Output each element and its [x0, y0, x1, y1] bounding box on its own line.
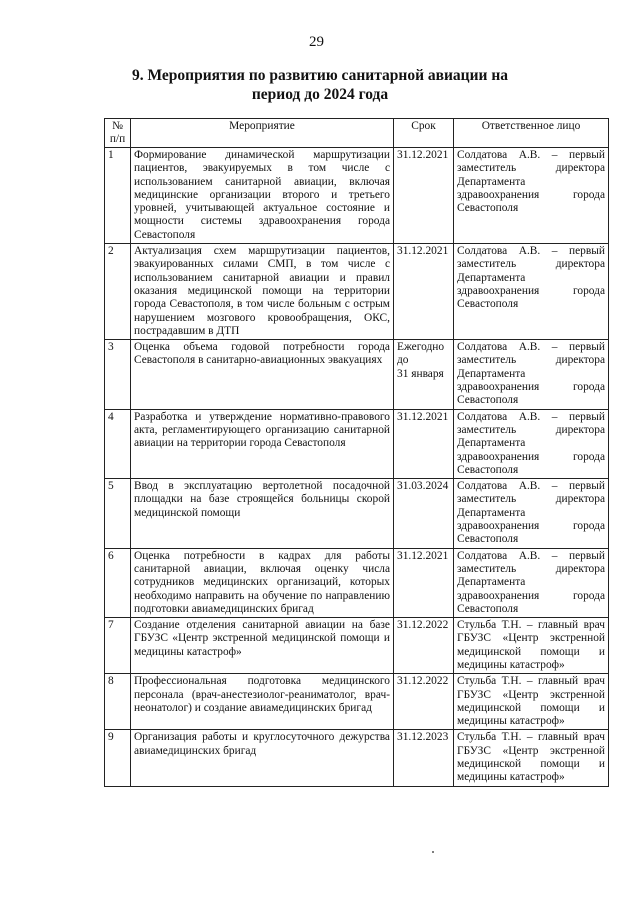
row-number: 5: [105, 479, 131, 548]
row-action: Оценка объема годовой потребности города Севастополя в санитарно-авиационных эвакуациях: [131, 340, 394, 409]
row-deadline: 31.12.2021: [394, 409, 454, 478]
row-responsible: Солдатова А.В. – первый заместитель директора Департамента здравоохранения города Севастополя: [454, 479, 609, 548]
row-number: 9: [105, 730, 131, 786]
row-number: 1: [105, 148, 131, 244]
row-number: 7: [105, 618, 131, 674]
row-responsible: Стульба Т.Н. – главный врач ГБУЗС «Центр экстренной медицинской помощи и медицины катастроф»: [454, 730, 609, 786]
table-row: [105, 674, 609, 730]
row-action: Актуализация схем маршрутизации пациентов, эвакуированных силами СМП, в том числе с использованием санитарной авиации и правил оказания медицинской помощи на территории города Севастополя, в том числе больным с острым нарушением мозгового кровообращения, ОКС, пострадавшим в ДТП: [131, 244, 394, 340]
row-number: 3: [105, 340, 131, 409]
table-row: [105, 409, 609, 478]
row-deadline: 31.12.2021: [394, 244, 454, 340]
row-deadline: 31.12.2022: [394, 618, 454, 674]
header-responsible: Ответственное лицо: [454, 119, 609, 148]
row-action: Формирование динамической маршрутизации пациентов, эвакуируемых в том числе с использованием санитарной авиации, включая медицинские организации второго и третьего уровней, учитывающей актуальное состояние и мощности системы здравоохранения города Севастополя: [131, 148, 394, 244]
row-deadline: 31.12.2022: [394, 674, 454, 730]
header-action: Мероприятие: [131, 119, 394, 148]
row-responsible: Солдатова А.В. – первый заместитель директора Департамента здравоохранения города Севастополя: [454, 409, 609, 478]
table-row: [105, 479, 609, 548]
row-deadline: 31.03.2024: [394, 479, 454, 548]
row-action: Оценка потребности в кадрах для работы санитарной авиации, включая оценку числа сотрудников медицинских организаций, которых необходимо направить на обучение по направлению подготовки авиамедицинских бригад: [131, 548, 394, 617]
table-row: [105, 618, 609, 674]
row-action: Организация работы и круглосуточного дежурства авиамедицинских бригад: [131, 730, 394, 786]
section-heading: 9. Мероприятия по развитию санитарной авиации на период до 2024 года: [131, 67, 509, 103]
row-number: 8: [105, 674, 131, 730]
row-deadline: 31.12.2021: [394, 148, 454, 244]
row-number: 2: [105, 244, 131, 340]
row-responsible: Солдатова А.В. – первый заместитель директора Департамента здравоохранения города Севастополя: [454, 244, 609, 340]
row-number: 6: [105, 548, 131, 617]
page-number: 29: [309, 34, 324, 50]
scan-speck: [432, 851, 434, 853]
table-row: [105, 730, 609, 786]
table-header-row: [105, 119, 609, 148]
row-responsible: Солдатова А.В. – первый заместитель директора Департамента здравоохранения города Севастополя: [454, 340, 609, 409]
row-action: Создание отделения санитарной авиации на базе ГБУЗС «Центр экстренной медицинской помощи и медицины катастроф»: [131, 618, 394, 674]
table-row: [105, 340, 609, 409]
row-responsible: Солдатова А.В. – первый заместитель директора Департамента здравоохранения города Севастополя: [454, 148, 609, 244]
table-row: [105, 244, 609, 340]
row-responsible: Солдатова А.В. – первый заместитель директора Департамента здравоохранения города Севастополя: [454, 548, 609, 617]
header-deadline: Срок: [394, 119, 454, 148]
row-action: Профессиональная подготовка медицинского персонала (врач-анестезиолог-реаниматолог, врач-неонатолог) и создание авиамедицинских бригад: [131, 674, 394, 730]
row-action: Ввод в эксплуатацию вертолетной посадочной площадки на базе строящейся больницы скорой медицинской помощи: [131, 479, 394, 548]
header-number: № п/п: [105, 119, 131, 148]
row-deadline: Ежегодно до 31 января: [394, 340, 454, 409]
row-number: 4: [105, 409, 131, 478]
row-responsible: Стульба Т.Н. – главный врач ГБУЗС «Центр экстренной медицинской помощи и медицины катастроф»: [454, 674, 609, 730]
row-responsible: Стульба Т.Н. – главный врач ГБУЗС «Центр экстренной медицинской помощи и медицины катастроф»: [454, 618, 609, 674]
row-deadline: 31.12.2023: [394, 730, 454, 786]
measures-table: [104, 118, 609, 787]
row-deadline: 31.12.2021: [394, 548, 454, 617]
table-row: [105, 148, 609, 244]
table-row: [105, 548, 609, 617]
row-action: Разработка и утверждение нормативно-правового акта, регламентирующего организацию санитарной авиации на территории города Севастополя: [131, 409, 394, 478]
